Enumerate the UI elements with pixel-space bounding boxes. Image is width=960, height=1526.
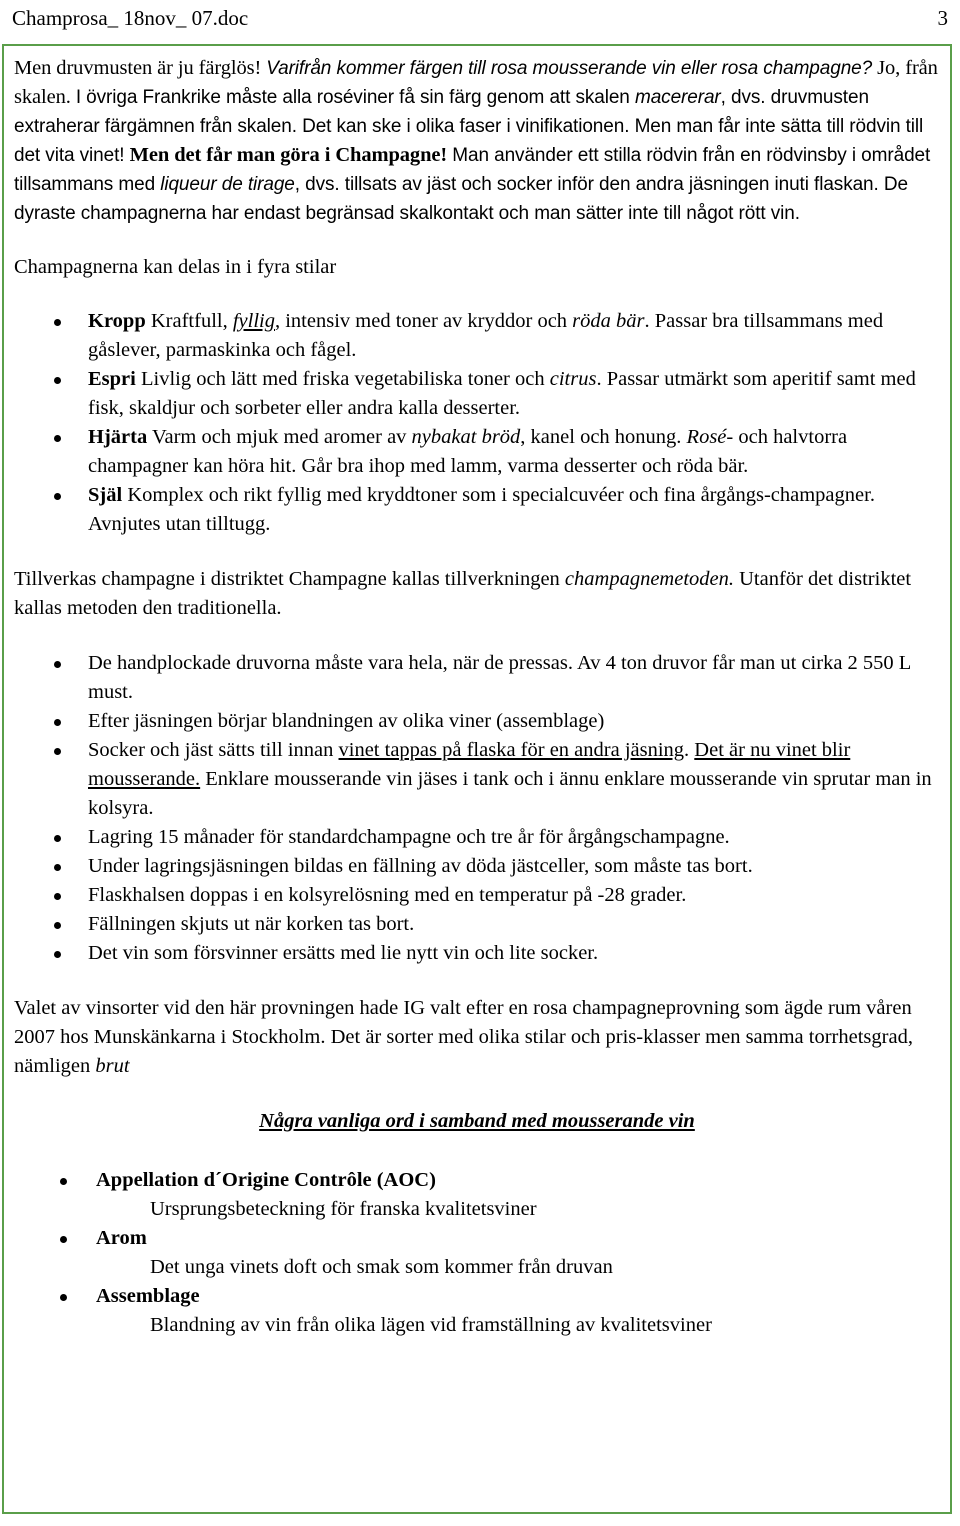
bullet-icon bbox=[54, 864, 61, 871]
bullet-icon bbox=[54, 835, 61, 842]
style-term: nybakat bröd bbox=[411, 426, 521, 448]
step-text: Fällningen skjuts ut när korken tas bort. bbox=[88, 913, 415, 935]
glossary-item bbox=[14, 1166, 940, 1224]
style-term: fyllig bbox=[232, 310, 275, 332]
bullet-icon bbox=[60, 1178, 67, 1185]
intro-question: Varifrån kommer färgen till rosa mousserande vin eller rosa champagne? bbox=[266, 58, 873, 79]
list-item bbox=[14, 481, 940, 539]
glossary-item bbox=[14, 1224, 940, 1282]
glossary-definition: Det unga vinets doft och smak som kommer från druvan bbox=[150, 1256, 613, 1278]
bullet-icon bbox=[54, 951, 61, 958]
bullet-icon bbox=[54, 435, 61, 442]
document-title: Champrosa_ 18nov_ 07.doc bbox=[12, 6, 249, 30]
style-text: . Passar bra tillsammans med gåslever, parmaskinka och fågel. bbox=[88, 310, 884, 361]
bullet-icon bbox=[54, 719, 61, 726]
style-text: Livlig och lätt med friska vegetabiliska toner och bbox=[135, 368, 550, 390]
glossary-term: Assemblage bbox=[96, 1285, 200, 1307]
bullet-icon bbox=[54, 377, 61, 384]
step-text: Lagring 15 månader för standardchampagne och tre år för årgångschampagne. bbox=[88, 826, 730, 848]
list-item bbox=[14, 707, 940, 736]
styles-intro: Champagnerna kan delas in i fyra stilar bbox=[14, 256, 337, 278]
glossary-list bbox=[14, 1166, 940, 1340]
bullet-icon bbox=[54, 748, 61, 755]
style-term: röda bär bbox=[572, 310, 645, 332]
bullet-icon bbox=[54, 493, 61, 500]
glossary-definition: Blandning av vin från olika lägen vid framställning av kvalitetsviner bbox=[150, 1314, 712, 1336]
bullet-icon bbox=[54, 661, 61, 668]
styles-list bbox=[14, 307, 940, 539]
step-text: Socker och jäst sätts till innan bbox=[88, 739, 339, 761]
bullet-icon bbox=[54, 319, 61, 326]
glossary-definition: Ursprungsbeteckning för franska kvalitetsviner bbox=[150, 1198, 537, 1220]
document-header bbox=[12, 4, 948, 34]
intro-text: Man använder ett stilla rödvin från en rödvinsby i området tillsammans med bbox=[14, 145, 931, 195]
style-name: Själ bbox=[88, 484, 123, 506]
method-term: champagnemetoden. bbox=[564, 568, 734, 590]
list-item bbox=[14, 423, 940, 481]
step-text: Det vin som försvinner ersätts med lie nytt vin och lite socker. bbox=[88, 942, 599, 964]
step-text: De handplockade druvorna måste vara hela, när de pressas. Av 4 ton druvor får man ut cirka 2 550 L must. bbox=[88, 652, 911, 703]
list-item bbox=[14, 881, 940, 910]
style-text: , intensiv med toner av kryddor och bbox=[274, 310, 573, 332]
style-text: . Passar utmärkt som aperitif samt med fisk, skaldjur och sorbeter eller andra kalla desserter. bbox=[88, 368, 916, 419]
valet-term: brut bbox=[95, 1055, 130, 1077]
method-text: Utanför det distriktet kallas metoden den traditionella. bbox=[14, 568, 912, 619]
list-item bbox=[14, 649, 940, 707]
step-text: Efter jäsningen börjar blandningen av olika viner (assemblage) bbox=[88, 710, 605, 732]
step-text: . bbox=[684, 739, 695, 761]
intro-emphasis: Men det får man göra i Champagne! bbox=[129, 144, 448, 166]
glossary-heading: Några vanliga ord i samband med mousserande vin bbox=[259, 1110, 695, 1132]
intro-text: I övriga Frankrike måste alla roséviner få sin färg genom att skalen bbox=[75, 87, 635, 108]
list-item bbox=[14, 307, 940, 365]
bullet-icon bbox=[54, 922, 61, 929]
intro-paragraph bbox=[14, 54, 940, 228]
style-text: - och halvtorra champagner kan höra hit. Går bra ihop med lamm, varma desserter och röda bär. bbox=[88, 426, 848, 477]
style-name: Hjärta bbox=[88, 426, 148, 448]
list-item bbox=[14, 939, 940, 968]
intro-text: , dvs. tillsats av jäst och socker inför den andra jäsningen inuti flaskan. De dyraste champagnerna har endast begränsad skalkontakt och man sätter inte till något rött vin. bbox=[14, 174, 908, 224]
method-text: Tillverkas champagne i distriktet Champagne kallas tillverkningen bbox=[14, 568, 565, 590]
style-text: , kanel och honung. bbox=[520, 426, 687, 448]
step-text: Under lagringsjäsningen bildas en fällning av döda jästceller, som måste tas bort. bbox=[88, 855, 753, 877]
bullet-icon bbox=[54, 893, 61, 900]
valet-text: Valet av vinsorter vid den här provningen hade IG valt efter en rosa champagneprovning som ägde rum våren 2007 hos Munskänkarna i Stockholm. Det är sorter med olika stilar och pris-klasser men samma torrhetsgrad, nämligen bbox=[14, 997, 913, 1077]
style-text: Varm och mjuk med aromer av bbox=[147, 426, 412, 448]
step-underlined: Det är nu vinet blir mousserande. bbox=[88, 739, 851, 790]
style-text: Kraftfull, bbox=[145, 310, 233, 332]
method-paragraph bbox=[14, 565, 940, 623]
list-item bbox=[14, 365, 940, 423]
intro-text: , dvs. druvmusten extraherar färgämnen från skalen. Det kan ske i olika faser i vinifikationen. Men man får inte sätta till rödvin till det vita vinet! bbox=[14, 87, 924, 166]
page-number: 3 bbox=[937, 6, 948, 30]
list-item bbox=[14, 736, 940, 823]
intro-term: macererar bbox=[634, 87, 721, 108]
step-text: Enklare mousserande vin jäses i tank och i ännu enklare mousserande vin sprutar man in kolsyra. bbox=[88, 768, 932, 819]
step-text: Flaskhalsen doppas i en kolsyrelösning med en temperatur på -28 grader. bbox=[88, 884, 687, 906]
frame-content bbox=[14, 54, 940, 1340]
glossary-term: Appellation d´Origine Contrôle (AOC) bbox=[96, 1169, 436, 1191]
step-underlined: vinet tappas på flaska för en andra jäsning bbox=[338, 739, 685, 761]
style-name: Kropp bbox=[88, 310, 146, 332]
list-item bbox=[14, 823, 940, 852]
intro-text: Men druvmusten är ju färglös! bbox=[14, 57, 267, 79]
steps-list bbox=[14, 649, 940, 968]
bullet-icon bbox=[60, 1294, 67, 1301]
glossary-item bbox=[14, 1282, 940, 1340]
style-term: citrus bbox=[549, 368, 597, 390]
text-frame bbox=[2, 44, 952, 1514]
valet-paragraph bbox=[14, 994, 940, 1081]
glossary-term: Arom bbox=[96, 1227, 147, 1249]
bullet-icon bbox=[60, 1236, 67, 1243]
intro-text: Jo, från skalen. bbox=[14, 57, 938, 108]
style-term: Rosé bbox=[686, 426, 727, 448]
list-item bbox=[14, 910, 940, 939]
style-name: Espri bbox=[88, 368, 136, 390]
list-item bbox=[14, 852, 940, 881]
intro-term: liqueur de tirage bbox=[160, 174, 295, 195]
style-text: Komplex och rikt fyllig med kryddtoner som i specialcuvéer och fina årgångs-champagner. Avnjutes utan tilltugg. bbox=[88, 484, 875, 535]
